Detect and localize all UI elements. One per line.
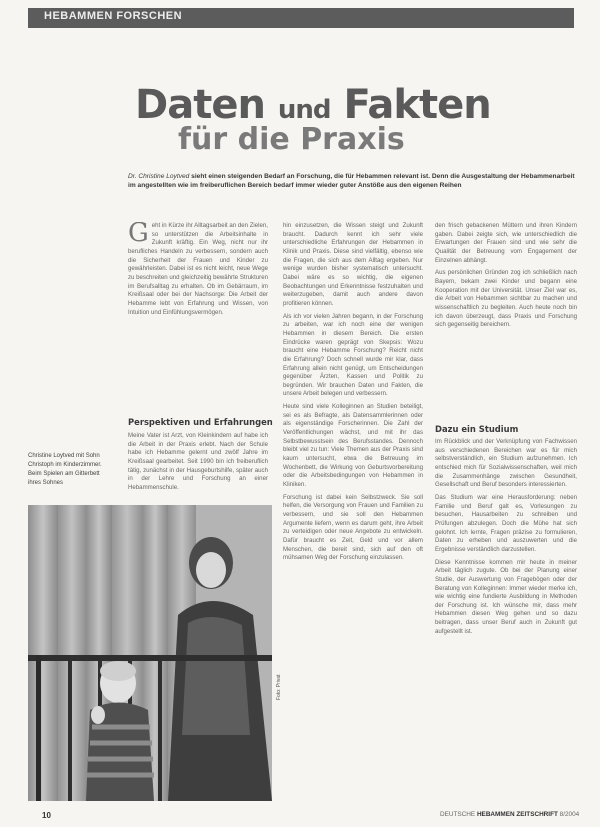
- col3b-paragraph: Diese Kenntnisse kommen mir heute in meiner Arbeit täglich zugute. Ob bei der Planung einer Studie, der Auswertung von Fragebögen oder der Beratung von Kolleginnen: Immer wieder merke ich, wie wichtig eine fundierte Ausbildung in Methoden der Forschung ist. Ich wünsche mir, dass mehr Hebammen diesen Weg gehen und so dazu beitragen, dass unser Beruf auch in Zukunft gut aufgestellt ist.: [435, 558, 577, 635]
- column-3-top: [435, 222, 577, 362]
- dropcap: G: [128, 222, 149, 248]
- col2-paragraph: Forschung ist dabei kein Selbstzweck. Sie soll helfen, die Versorgung von Frauen und Familien zu verbessern, und sie soll den Hebammen Argumente liefern, wenn es darum geht, ihre Arbeit zu verteidigen oder neue Angebote zu entwickeln. Dafür braucht es Zeit, Geld und vor allem Menschen, die bereit sind, sich auf den oft mühsamen Weg der Forschung einzulassen.: [283, 493, 423, 562]
- photo-illustration: [28, 505, 272, 801]
- headline-word-und: und: [277, 95, 331, 125]
- col3b-paragraph: Das Studium war eine Herausforderung: neben Familie und Beruf galt es, Vorlesungen zu besuchen, Hausarbeiten zu schreiben und Prüfungen abzulegen. Doch die Mühe hat sich gelohnt. Ich lernte, Fragen präzise zu formulieren, Daten zu erheben und auszuwerten und die Ergebnisse verständlich darzustellen.: [435, 493, 577, 553]
- subhead-studium: Dazu ein Studium: [435, 424, 519, 434]
- intro-paragraph: [128, 172, 578, 190]
- footer-issue: 8/2004: [557, 811, 580, 818]
- headline-word-daten: Daten: [135, 82, 265, 128]
- article-photo: [28, 505, 272, 801]
- col3b-paragraph: Im Rückblick und der Verknüpfung von Fachwissen aus verschiedenen Bereichen war es für mich selbstverständlich, ein Studium aufzunehmen. Ich entschied mich für Sozialwissenschaften, weil mich die Zusammenhänge zwischen Gesundheit, Gesellschaft und Beruf besonders interessierten.: [435, 438, 577, 489]
- column-2: [283, 222, 423, 790]
- col2-paragraph: Heute sind viele Kolleginnen an Studien beteiligt, sei es als Befragte, als Datensammlerinnen oder als eigenständige Forscherinnen. Die Zahl der Veröffentlichungen wächst, und mit ihr das Selbstbewusstsein des Berufsstandes. Dennoch bleibt viel zu tun: Viele Themen aus der Praxis sind kaum untersucht, etwa die Betreuung im Wochenbett, die Wirkung von Geburtsvorbereitung oder die Arbeitsbedingungen von Hebammen in Kliniken.: [283, 403, 423, 489]
- headline-word-fakten: Fakten: [343, 82, 491, 128]
- footer-pre: DEUTSCHE: [440, 811, 477, 818]
- col3-paragraph: den frisch gebackenen Müttern und ihren Kindern gaben. Dabei zeigte sich, wie unterschiedlich die Erwartungen der Frauen sind und wie sehr die Qualität der Betreuung vom Engagement der Einzelnen abhängt.: [435, 222, 577, 264]
- page-number: 10: [42, 811, 51, 820]
- section-label: HEBAMMEN FORSCHEN: [44, 10, 183, 22]
- col2-paragraph: Als ich vor vielen Jahren begann, in der Forschung zu arbeiten, war ich noch eine der wenigen Hebammen in diesem Bereich. Die ersten Eindrücke waren geprägt von Skepsis: Wozu braucht eine Hebamme Forschung? Reicht nicht die Erfahrung? Doch schnell wurde mir klar, dass Erfahrung allein nicht genügt, um Entscheidungen gegenüber Ärzten, Kassen und Politik zu begründen. Wir brauchen Daten und Fakten, die unsere Arbeit belegen und verbessern.: [283, 312, 423, 398]
- subhead-perspektiven: Perspektiven und Erfahrungen: [128, 417, 273, 427]
- footer-magazine: HEBAMMEN ZEITSCHRIFT: [476, 811, 558, 818]
- photo-credit: Foto: Privat: [276, 674, 282, 700]
- intro-text: sieht einen steigenden Bedarf an Forschung, die für Hebammen relevant ist. Denn die Ausgestaltung der Hebammenarbeit im angestellten wie im freiberuflichen Bereich bedarf immer wieder guter Anstöße aus den eigenen Reihen: [128, 173, 575, 189]
- column-1-top: [128, 222, 268, 342]
- photo-caption: Christine Loytved mit Sohn Christoph im Kinderzimmer. Beim Spielen am Gitterbett ihres Sohnes: [28, 453, 102, 486]
- col1b-text: Meine Vater ist Arzt, von Kleinkindern auf habe ich die Arbeit in der Praxis erlebt. Nach der Schule habe ich Hebamme gelernt und zwölf Jahre im Kreißsaal gearbeitet. Seit 1990 bin ich freiberuflich tätig, zunächst in der Hausgeburtshilfe, später auch in der Lehre und Forschung an einer Hebammenschule.: [128, 432, 268, 491]
- footer-masthead: [440, 811, 579, 818]
- col1-text: eht in Kürze ihr Alltagsarbeit an den Zielen, so unterstützen die Arbeitsinhalte in Zukunft kräftig. Ein Weg, nicht nur ihr berufliches Handeln zu verbessern, sondern auch die Sicherheit der Frauen und Kinder zu gewährleisten. Dabei ist es nicht leicht, neue Wege zu beschreiten und gleichzeitig bewährte Strukturen im Berufsalltag zu erhalten. Ob im Gebärraum, im Kreißsaal oder bei der Nachsorge: Die Arbeit der Hebamme lebt von Erfahrung und Wissen, von Intuition und Einfühlungsvermögen.: [128, 222, 268, 316]
- intro-author: Dr. Christine Loytved: [128, 173, 190, 180]
- col3-paragraph: Aus persönlichen Gründen zog ich schließlich nach Bayern, bekam zwei Kinder und begann eine Kooperation mit der Universität. Unser Ziel war es, die Arbeit von Hebammen sichtbar zu machen und wissenschaftlich zu begleiten. Auch heute noch bin ich davon überzeugt, dass Praxis und Forschung sich gegenseitig bereichern.: [435, 269, 577, 329]
- column-3-bottom: [435, 438, 577, 808]
- col2-paragraph: hin einzusetzen, die Wissen steigt und Zukunft braucht. Dadurch kennt ich sehr viele unterschiedliche Erfahrungen der Hebammen in Klinik und Praxis. Diese sind vielfältig, ebenso wie die Fragen, die sich aus dem Alltag ergeben. Nur wenige wurden bisher systematisch untersucht. Dabei wäre es so wichtig, die eigenen Beobachtungen und Erkenntnisse festzuhalten und weiterzugeben, damit auch andere davon profitieren können.: [283, 222, 423, 307]
- headline-line2: für die Praxis: [178, 122, 405, 157]
